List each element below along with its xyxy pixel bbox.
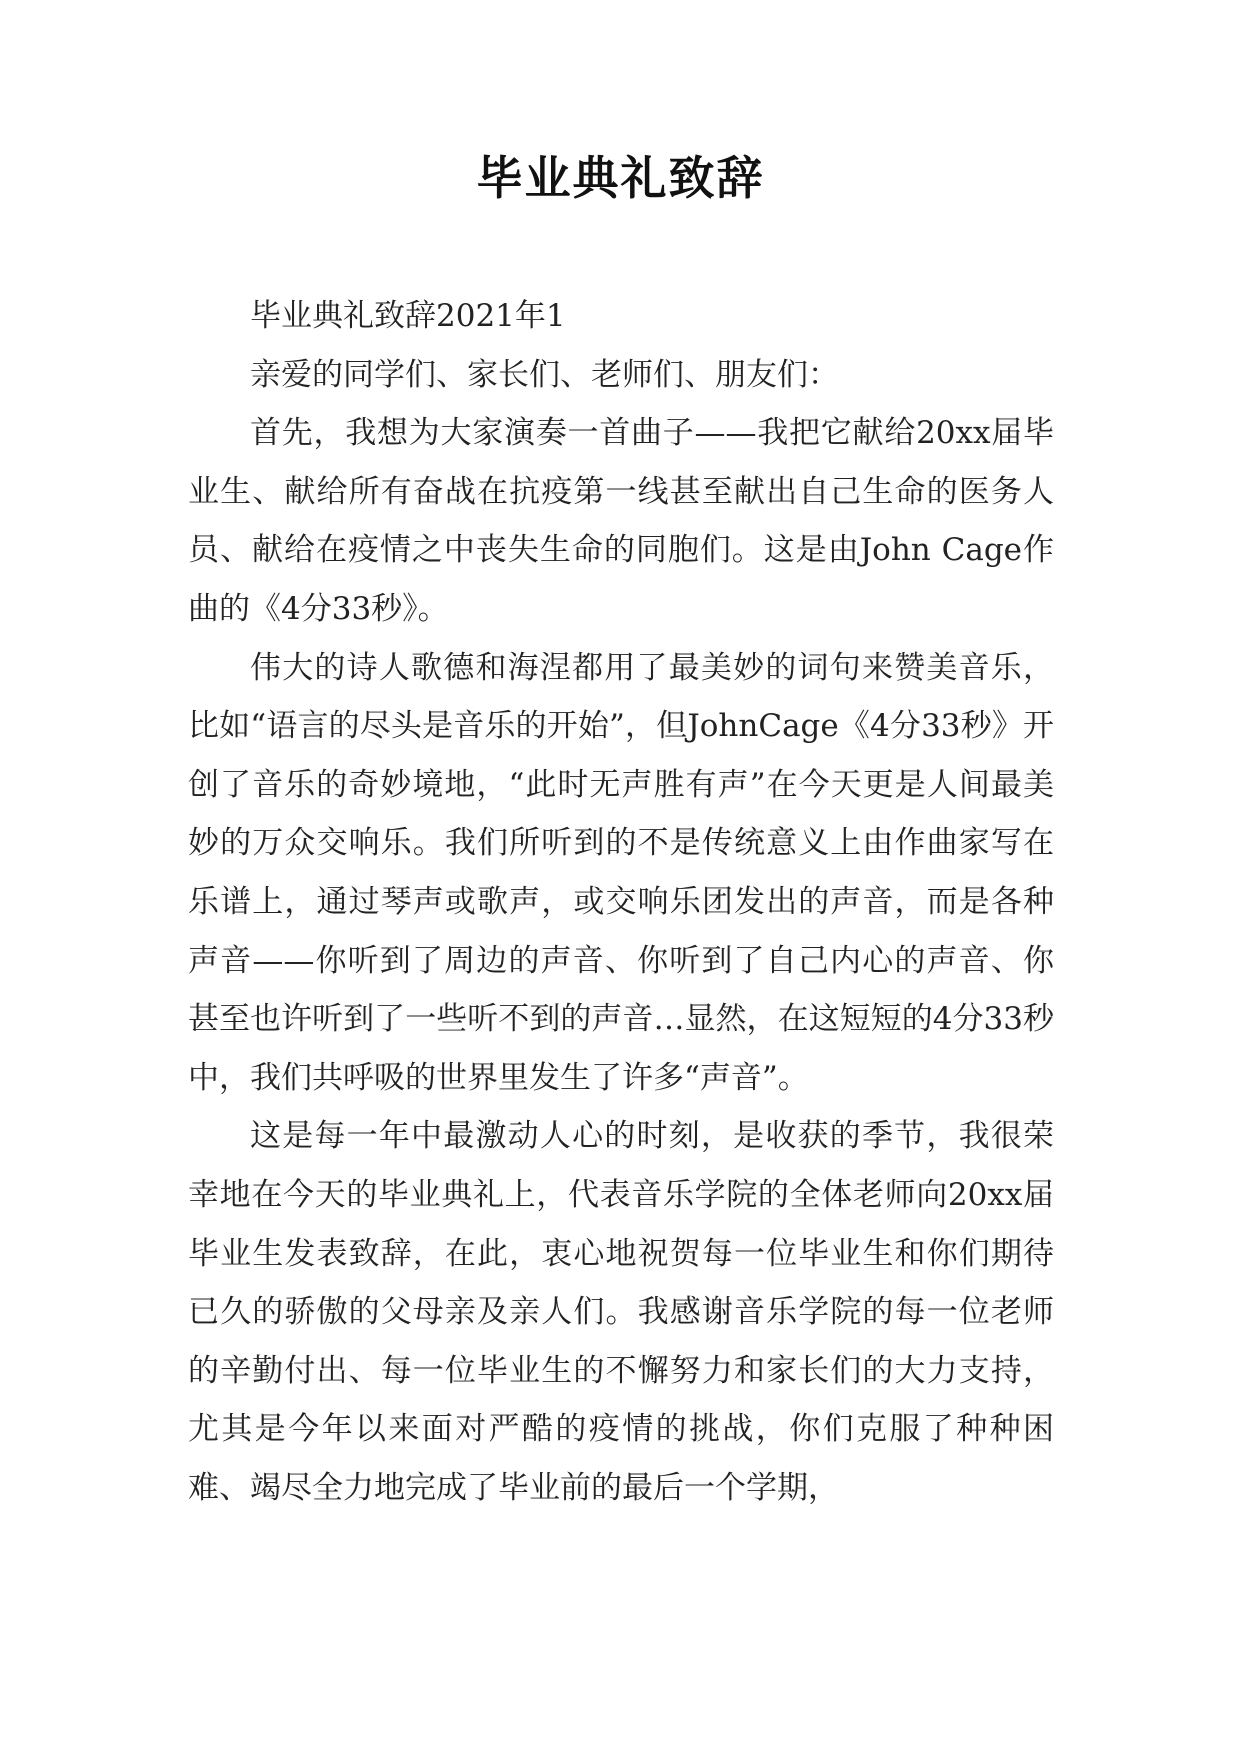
paragraph-opening: 首先，我想为大家演奏一首曲子——我把它献给20xx届毕业生、献给所有奋战在抗疫第一线甚至献出自己生命的医务人员、献给在疫情之中丧失生命的同胞们。这是由John Cage作曲的《4分33秒》。	[188, 415, 1054, 627]
paragraph-heading-line: 毕业典礼致辞2021年1	[250, 298, 566, 334]
paragraph-music: 伟大的诗人歌德和海涅都用了最美妙的词句来赞美音乐，比如“语言的尽头是音乐的开始”，但JohnCage《4分33秒》开创了音乐的奇妙境地，“此时无声胜有声”在今天更是人间最美妙的万众交响乐。我们所听到的不是传统意义上由作曲家写在乐谱上，通过琴声或歌声，或交响乐团发出的声音，而是各种声音——你听到了周边的声音、你听到了自己内心的声音、你甚至也许听到了一些听不到的声音…显然，在这短短的4分33秒中，我们共呼吸的世界里发生了许多“声音”。	[188, 649, 1054, 1096]
document-body	[188, 287, 1054, 1517]
paragraph-congratulations: 这是每一年中最激动人心的时刻，是收获的季节，我很荣幸地在今天的毕业典礼上，代表音乐学院的全体老师向20xx届毕业生发表致辞，在此，衷心地祝贺每一位毕业生和你们期待已久的骄傲的父母亲及亲人们。我感谢音乐学院的每一位老师的辛勤付出、每一位毕业生的不懈努力和家长们的大力支持，尤其是今年以来面对严酷的疫情的挑战，你们克服了种种困难、竭尽全力地完成了毕业前的最后一个学期，	[188, 1118, 1054, 1506]
paragraph-salutation: 亲爱的同学们、家长们、老师们、朋友们：	[250, 356, 839, 393]
document-title: 毕业典礼致辞	[476, 151, 765, 205]
